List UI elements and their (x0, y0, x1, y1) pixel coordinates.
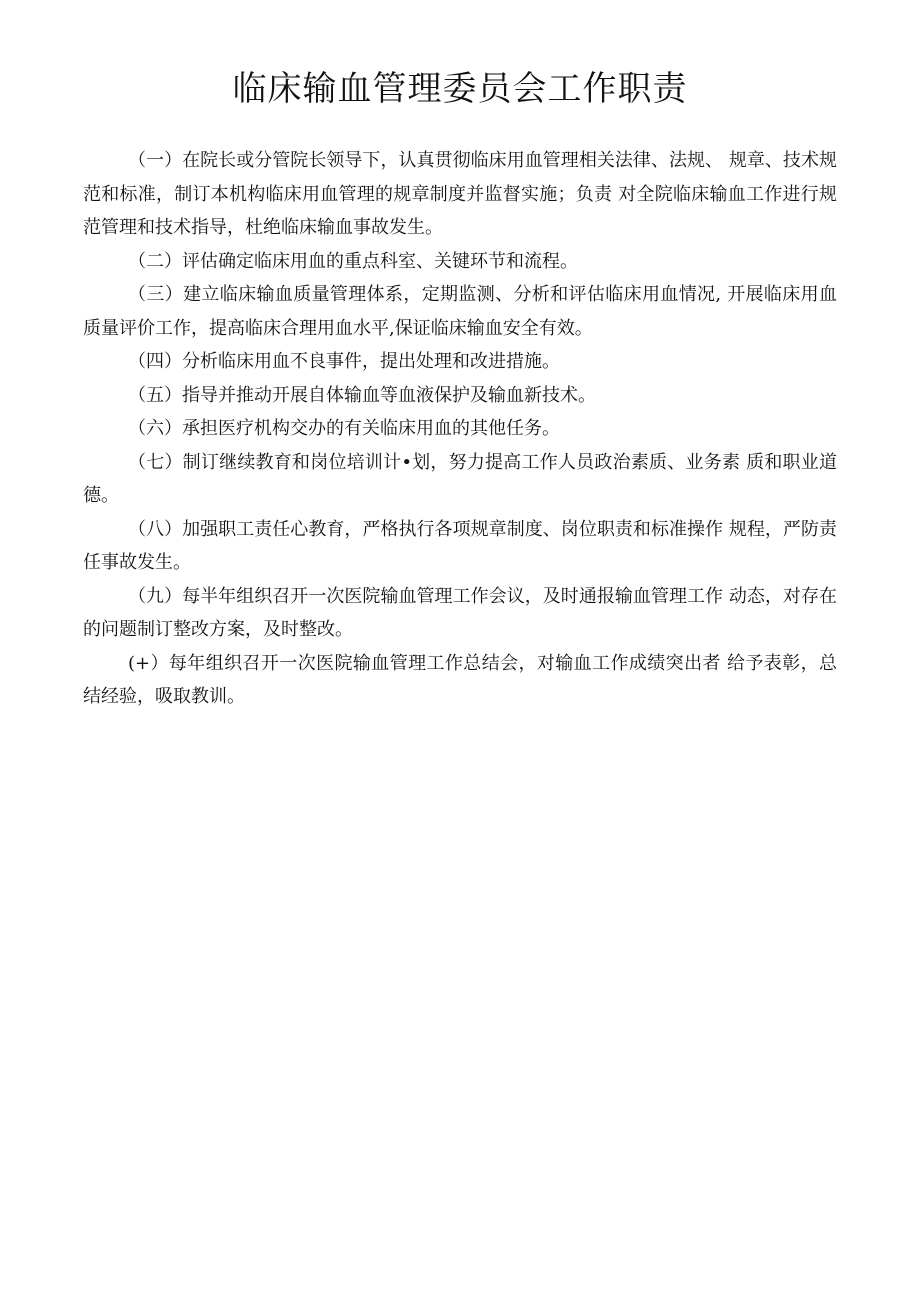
document-body (83, 144, 837, 714)
duty-paragraph-3: （三）建立临床输血质量管理体系，定期监测、分析和评估临床用血情况, 开展临床用血质量评价工作，提高临床合理用血水平,保证临床输血安全有效。 (83, 284, 837, 339)
duty-paragraph-9: （九）每半年组织召开一次医院输血管理工作会议，及时通报输血管理工作 动态，对存在的问题制订整改方案，及时整改。 (83, 585, 837, 640)
duty-paragraph-6: （六）承担医疗机构交办的有关临床用血的其他任务。 (128, 418, 560, 439)
duty-paragraph-4: （四）分析临床用血不良事件，提出处理和改进措施。 (128, 351, 560, 372)
duty-paragraph-7: （七）制订继续教育和岗位培训计•划，努力提高工作人员政治素质、业务素 质和职业道德。 (83, 451, 837, 506)
document-title: 临床输血管理委员会工作职责 (232, 69, 688, 109)
duty-paragraph-5: （五）指导并推动开展自体输血等血液保护及输血新技术。 (128, 384, 596, 406)
duty-paragraph-10: (+）每年组织召开一次医院输血管理工作总结会，对输血工作成绩突出者 给予表彰，总结经验，吸取教训。 (83, 652, 837, 707)
duty-paragraph-2: （二）评估确定临床用血的重点科室、关键环节和流程。 (128, 250, 578, 272)
duty-paragraph-1: （一）在院长或分管院长领导下，认真贯彻临床用血管理相关法律、法规、 规章、技术规范和标准，制订本机构临床用血管理的规章制度并监督实施；负责 对全院临床输血工作进行规范管理和技术指导，杜绝临床输血事故发生。 (83, 150, 837, 238)
duty-paragraph-8: （八）加强职工责任心教育，严格执行各项规章制度、岗位职责和标准操作 规程，严防责任事故发生。 (83, 518, 837, 573)
